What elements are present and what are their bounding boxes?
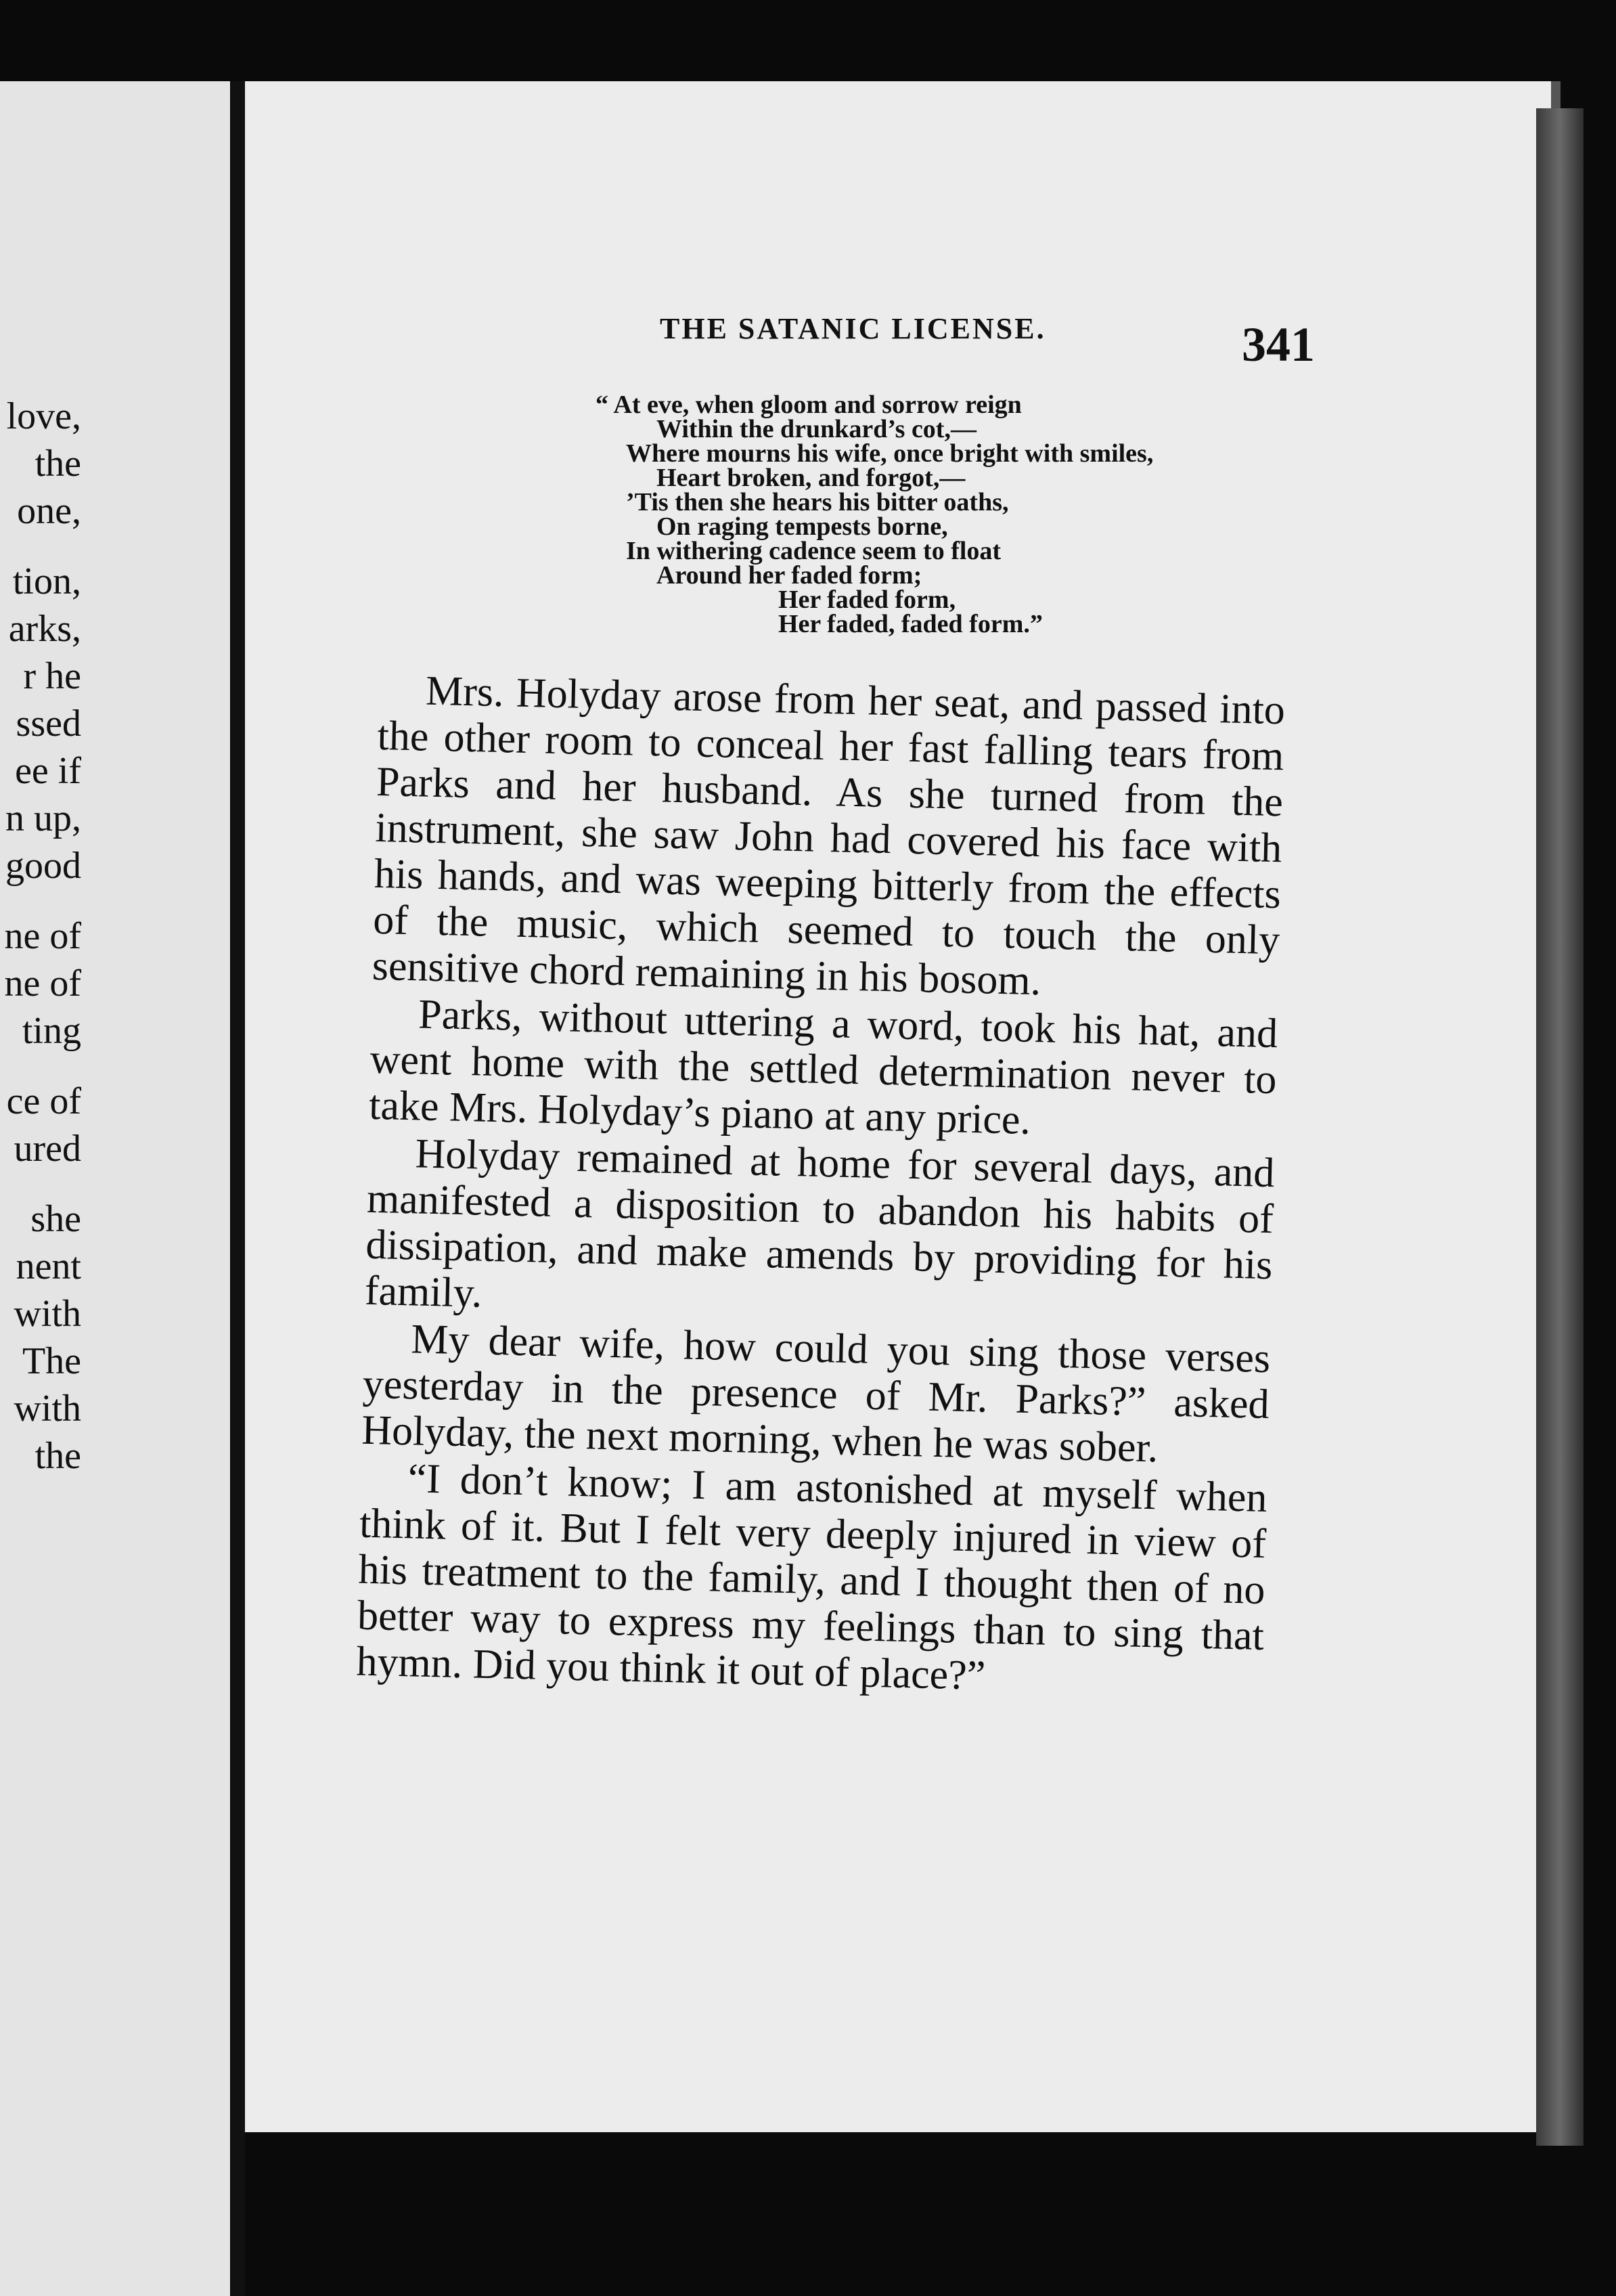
left-fragment: one, — [17, 490, 81, 532]
poem-line: “ At eve, when gloom and sorrow reign — [596, 391, 1022, 419]
left-fragment: the — [35, 443, 81, 485]
left-page-fragments — [0, 393, 81, 1480]
left-fragment-gap — [0, 889, 81, 912]
poem-line: Her faded, faded form.” — [778, 610, 1043, 638]
poem — [596, 393, 1232, 636]
poem-line: Heart broken, and forgot,— — [656, 464, 966, 492]
left-fragment-gap — [0, 1172, 81, 1195]
left-fragment: with — [14, 1388, 81, 1430]
left-fragment: r he — [23, 655, 81, 697]
page-number: 341 — [1242, 317, 1315, 372]
paragraph: My dear wife, how could you sing those verses yesterday in the presence of Mr. Parks?” asked Holyday, the next morning, when he was sober. — [361, 1316, 1271, 1472]
left-fragment: ting — [22, 1010, 81, 1052]
left-fragment: The — [22, 1340, 81, 1382]
left-fragment: ured — [14, 1128, 81, 1170]
poem-line: Around her faded form; — [656, 561, 922, 590]
left-fragment: arks, — [8, 608, 81, 650]
left-fragment: she — [30, 1198, 81, 1240]
left-fragment-gap — [0, 535, 81, 558]
left-fragment: love, — [6, 395, 81, 437]
poem-line: ’Tis then she hears his bitter oaths, — [626, 488, 1009, 516]
left-fragment: good — [5, 845, 81, 887]
poem-line: Within the drunkard’s cot,— — [656, 415, 977, 443]
left-fragment: with — [14, 1293, 81, 1335]
left-page — [0, 81, 230, 2296]
left-fragment: the — [35, 1435, 81, 1477]
book-gutter — [231, 81, 245, 2296]
left-fragment: ne of — [4, 963, 81, 1005]
poem-line: In withering cadence seem to float — [626, 537, 1002, 565]
left-fragment: nent — [16, 1245, 81, 1287]
poem-line: On raging tempests borne, — [656, 512, 948, 541]
left-fragment: ssed — [16, 703, 81, 745]
left-fragment: tion, — [12, 560, 81, 602]
poem-line: Her faded form, — [778, 586, 956, 614]
left-fragment: ne of — [4, 915, 81, 957]
left-fragment-gap — [0, 1055, 81, 1078]
left-fragment: ce of — [6, 1080, 81, 1122]
paragraph: Holyday remained at home for several days, and manifested a disposition to abandon his habits of dissipation, and make amends by providing for his family. — [364, 1130, 1276, 1317]
paragraph: “I don’t know; I am astonished at myself when think of it. But I felt very deeply injured in view of his treatment to the family, and I thought then of no better way to express my feelings than to sing that hymn. Did you think it out of place?” — [355, 1455, 1268, 1699]
page-edge — [1536, 108, 1584, 2146]
paragraph: Parks, without uttering a word, took his hat, and went home with the settled determination never to take Mrs. Holyday’s piano at any price. — [368, 991, 1278, 1144]
running-head: THE SATANIC LICENSE. — [660, 312, 1046, 345]
paragraph: Mrs. Holyday arose from her seat, and passed into the other room to conceal her fast falling tears from Parks and her husband. As she turned from the instrument, she saw John had covered his face with his hands, and was weeping bitterly from the effects of the music, which seemed to touch the only sensitive chord remaining in his bosom. — [372, 667, 1286, 1005]
poem-line: Where mourns his wife, once bright with smiles, — [626, 439, 1154, 468]
left-fragment: ee if — [15, 750, 81, 792]
left-fragment: n up, — [5, 797, 81, 839]
body-text — [356, 667, 1286, 1706]
